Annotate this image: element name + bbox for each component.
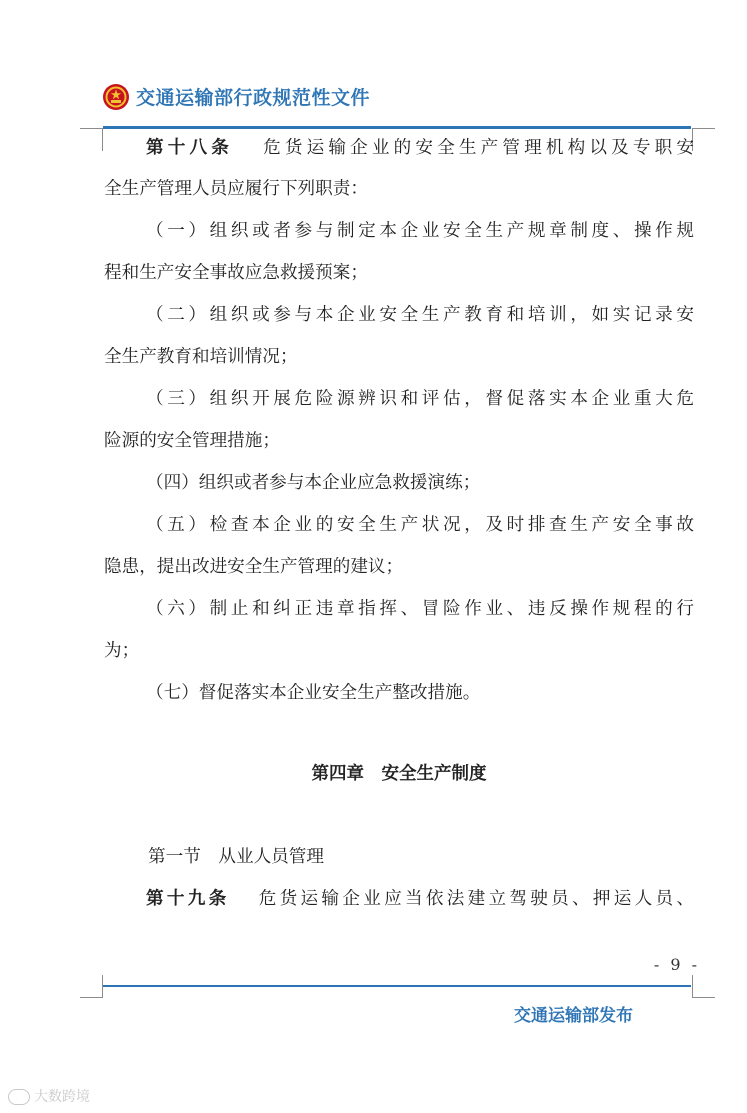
- watermark: [8, 1087, 90, 1107]
- article-label: 第十八条: [146, 138, 233, 158]
- chapter-title: 第四章 安全生产制度: [311, 764, 487, 784]
- section-title: 第一节 从业人员管理: [148, 847, 324, 867]
- clause-6-line-1: （六）制止和纠正违章指挥、冒险作业、违反操作规程的行: [146, 599, 694, 619]
- clause-6-line-2: 为；: [104, 641, 140, 661]
- footer-divider: [103, 985, 691, 987]
- clause-1-line-2: 程和生产安全事故应急救援预案；: [104, 263, 368, 283]
- clause-1-line-1: （一）组织或者参与制定本企业安全生产规章制度、操作规: [146, 221, 694, 241]
- article-text: 危货运输企业的安全生产管理机构以及专职安: [259, 138, 694, 158]
- watermark-text: 大数跨境: [34, 1089, 90, 1105]
- clause-3-line-1: （三）组织开展危险源辨识和评估，督促落实本企业重大危: [146, 389, 694, 409]
- clause-2-line-1: （二）组织或参与本企业安全生产教育和培训，如实记录安: [146, 305, 694, 325]
- crop-mark-top-left: [80, 128, 103, 151]
- header-divider: [103, 126, 691, 129]
- clause-5-line-1: （五）检查本企业的安全生产状况，及时排查生产安全事故: [146, 515, 694, 535]
- watermark-logo-icon: [8, 1089, 30, 1105]
- article-18-line-1: [146, 131, 694, 165]
- clause-5-line-2: 隐患，提出改进安全生产管理的建议；: [104, 557, 404, 577]
- clause-3-line-2: 险源的安全管理措施；: [104, 431, 280, 451]
- footer-publisher: 交通运输部发布: [514, 1006, 633, 1026]
- header-title: 交通运输部行政规范性文件: [136, 87, 371, 109]
- clause-2-line-2: 全生产教育和培训情况；: [104, 347, 298, 367]
- page-number: - 9 -: [653, 955, 700, 974]
- article-label: 第十九条: [146, 889, 230, 909]
- national-emblem-icon: [103, 84, 129, 110]
- clause-4-line-1: （四）组织或者参与本企业应急救援演练；: [146, 473, 481, 493]
- crop-mark-bottom-left: [80, 975, 103, 998]
- article-18-line-2: 全生产管理人员应履行下列职责：: [104, 179, 368, 199]
- crop-mark-top-right: [692, 128, 715, 151]
- article-19-line-1: [146, 882, 694, 916]
- clause-7-line-1: （七）督促落实本企业安全生产整改措施。: [146, 683, 481, 703]
- article-text: 危货运输企业应当依法建立驾驶员、押运人员、: [255, 889, 694, 909]
- crop-mark-bottom-right: [692, 975, 715, 998]
